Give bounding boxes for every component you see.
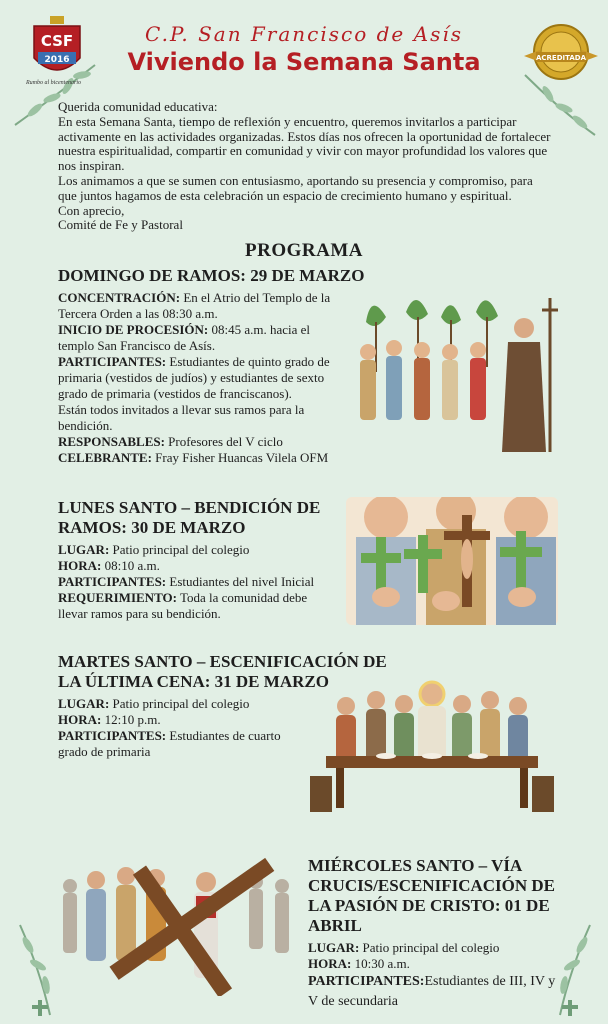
palm-procession-illustration [346,292,564,462]
school-name: C.P. San Francisco de Asís [145,22,463,46]
palm-blessing-illustration [346,497,558,625]
last-supper-illustration [306,676,558,816]
event-title: MIÉRCOLES SANTO – VÍA CRUCIS/ESCENIFICACIÓN DE LA PASIÓN DE CRISTO: 01 DE ABRIL [308,856,556,935]
event-row: HORA: 08:10 a.m. [58,558,160,573]
event-row: LUGAR: Patio principal del colegio [308,940,500,955]
event-row: INICIO DE PROCESIÓN: 08:45 a.m. hacia el templo San Francisco de Asís. [58,322,311,353]
event-domingo-ramos [58,266,365,466]
header [0,0,608,90]
accreditation-seal-icon [522,22,600,82]
event-row: HORA: 12:10 p.m. [58,712,161,727]
letter [58,100,552,233]
logo-text: CSF [40,32,74,50]
event-row: CELEBRANTE: Fray Fisher Huancas Vilela OFM [58,450,329,465]
event-row: RESPONSABLES: Profesores del V ciclo [58,434,283,449]
event-title: LUNES SANTO – BENDICIÓN DE RAMOS: 30 DE MARZO [58,498,321,537]
event-lunes-santo [58,498,338,622]
page-title: Viviendo la Semana Santa [127,48,481,76]
event-row: Están todos invitados a llevar sus ramos para la bendición. [58,402,305,433]
logo-motto: Rumbo al bicentenario [26,80,81,86]
programa-heading: PROGRAMA [245,240,363,261]
letter-paragraph-2: Los animamos a que se sumen con entusiasmo, aportando su presencia y compromiso, para que juntos hagamos de esta celebración un espacio de crecimiento humano y espiritual. [58,172,533,203]
event-row: HORA: 10:30 a.m. [308,956,410,971]
letter-paragraph-1: En esta Semana Santa, tiempo de reflexión y encuentro, queremos invitarlos a participar activamente en las actividades organizadas. Estos días nos ofrecen la oportunidad de fortalecer nuestra espiritualidad, compartir en comunidad y vivir con mayor profundidad los valores que nos inspiran. [58,113,551,174]
event-row: LUGAR: Patio principal del colegio [58,542,250,557]
event-row: PARTICIPANTES: Estudiantes del nivel Inicial [58,574,315,589]
via-crucis-illustration [56,836,296,996]
event-row: PARTICIPANTES: Estudiantes de cuarto grado de primaria [58,728,281,759]
letter-signature: Comité de Fe y Pastoral [58,217,183,233]
event-row: REQUERIMIENTO: Toda la comunidad debe llevar ramos para su bendición. [58,590,308,621]
logo-year: 2016 [44,55,70,65]
seal-text: ACREDITADA [535,54,587,62]
letter-closing: Con aprecio, [58,202,125,218]
event-title: MARTES SANTO – ESCENIFICACIÓN DE LA ÚLTIMA CENA: 31 DE MARZO [58,652,387,691]
event-row: PARTICIPANTES:Estudiantes de III, IV y V de secundaria [308,974,556,1009]
event-row: PARTICIPANTES: Estudiantes de quinto grado de primaria (vestidos de judíos) y estudiantes de sexto grado de primaria (vestidos de franciscanos). [58,354,330,401]
letter-greeting: Querida comunidad educativa: [58,99,218,114]
event-title: DOMINGO DE RAMOS: 29 DE MARZO [58,266,365,285]
event-row: CONCENTRACIÓN: En el Atrio del Templo de la Tercera Orden a las 08:30 a.m. [58,290,331,321]
event-miercoles-santo [308,856,558,1012]
event-row: LUGAR: Patio principal del colegio [58,696,250,711]
